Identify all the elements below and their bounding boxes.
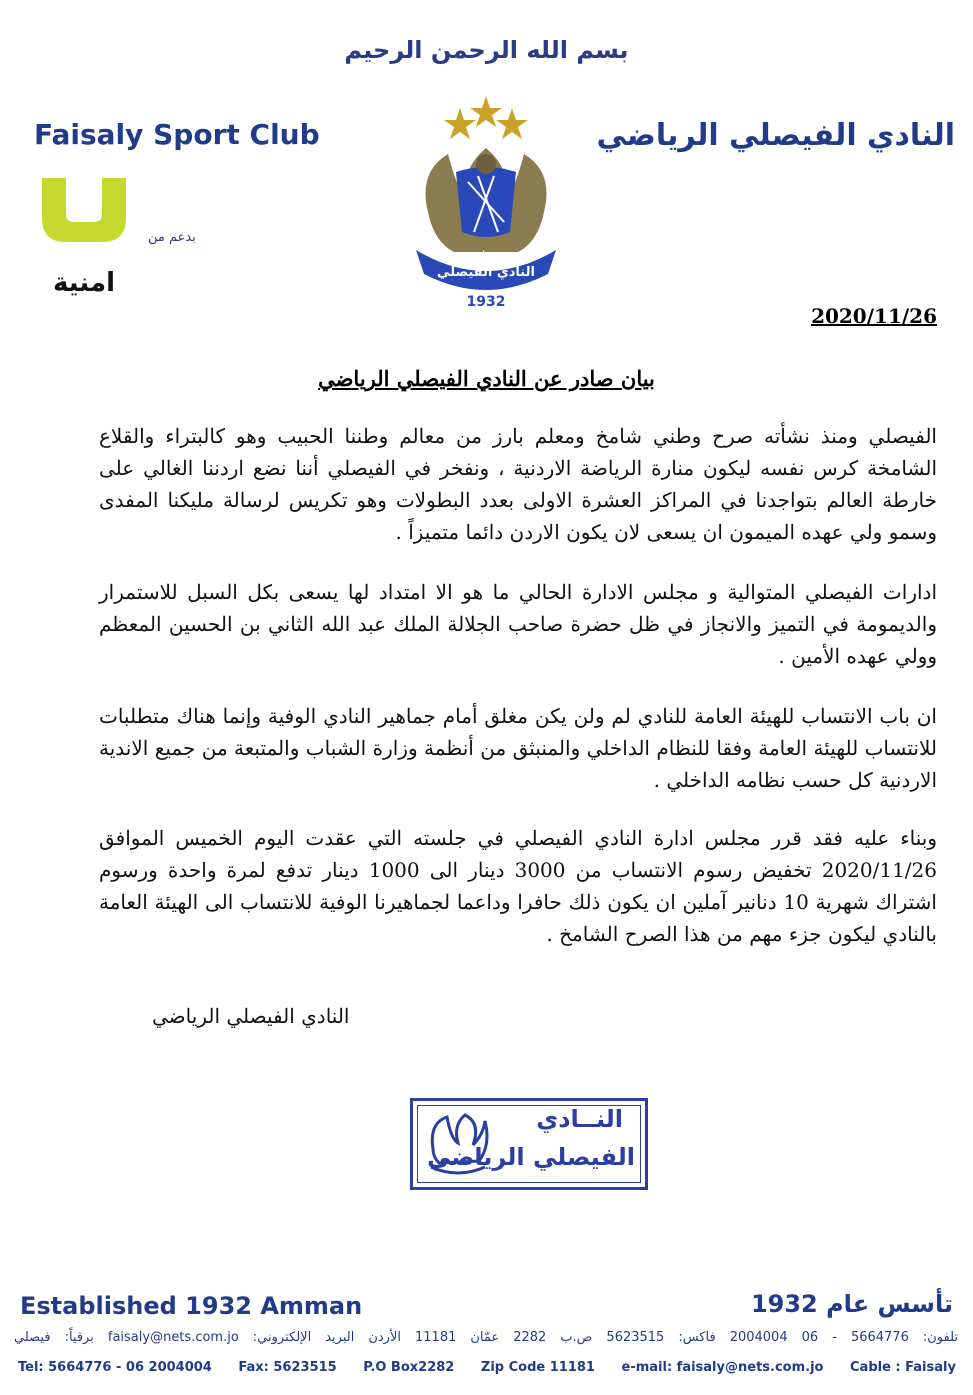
footer-tel: Tel: 5664776 - 06 2004004 bbox=[18, 1360, 212, 1375]
signature-line: النادي الفيصلي الرياضي bbox=[152, 1004, 350, 1028]
club-name-english: Faisaly Sport Club bbox=[34, 118, 320, 151]
stamp-line-2: الفيصلي الرياضي bbox=[426, 1143, 635, 1171]
svg-text:عمان: عمان bbox=[474, 250, 498, 261]
letter-date: 2020/11/26 bbox=[811, 304, 937, 328]
stamp-eagle-icon bbox=[425, 1109, 491, 1181]
sponsor-name: امنية bbox=[52, 268, 115, 298]
svg-text:1932: 1932 bbox=[466, 294, 506, 310]
footer-established-arabic: تأسس عام 1932 bbox=[750, 1290, 953, 1318]
sponsor-label: بدعم من bbox=[148, 230, 196, 245]
footer-email[interactable]: e-mail: faisaly@nets.com.jo bbox=[621, 1360, 824, 1375]
footer-zip: Zip Code 11181 bbox=[480, 1360, 595, 1375]
footer-pobox: P.O Box2282 bbox=[363, 1360, 455, 1375]
footer-cable: Cable : Faisaly bbox=[850, 1360, 956, 1375]
paragraph-3: ان باب الانتساب للهيئة العامة للنادي لم ولن يكن مغلق أمام جماهير النادي الوفية وإنما هناك متطلبات للانتساب للهيئة العامة وفقا للنظام الداخلي والمنبثق من أنظمة وزارة الشباب والمتبعة من جميع الاندية الاردنية كل حسب نظامه الداخلي . bbox=[99, 704, 937, 792]
club-stamp bbox=[410, 1098, 648, 1190]
paragraph-2: ادارات الفيصلي المتوالية و مجلس الادارة الحالي ما هو الا امتداد لها يسعى بكل السبل للاستمرار والديمومة في التميز والانجاز في ظل حضرة صاحب الجلالة الملك عبد الله الثاني بن الحسين المعظم وولي عهده الأمين . bbox=[99, 580, 937, 668]
paragraph-1: الفيصلي ومنذ نشأته صرح وطني شامخ ومعلم بارز من معالم وطننا الحبيب وهو كالبتراء والقلاع الشامخة كرس نفسه ليكون منارة الرياضة الاردنية ، ونفخر في الفيصلي أننا نضع اردننا الغالي على خارطة العالم بتواجدنا في المراكز العشرة الاولى بعدد البطولات وهو تكريس لرسالة مليكنا المفدى وسمو ولي عهده الميمون ان يسعى لان يكون الاردن دائما متميزاً . bbox=[99, 424, 937, 544]
club-crest-icon bbox=[398, 92, 574, 316]
footer-established-english: Established 1932 Amman bbox=[20, 1292, 363, 1320]
paragraph-4: وبناء عليه فقد قرر مجلس ادارة النادي الفيصلي في جلسته التي عقدت اليوم الخميس الموافق 2020/11/26 تخفيض رسوم الانتساب من 3000 دينار الى 1000 دينار تدفع لمرة واحدة ورسوم اشتراك شهرية 10 دنانير آملين ان يكون ذلك حافرا وداعما لجماهيرنا الوفية للانتساب الى الهيئة العامة بالنادي ليكون جزء مهم من هذا الصرح الشامخ . bbox=[99, 826, 937, 946]
footer-fax: Fax: 5623515 bbox=[238, 1360, 337, 1375]
footer-contact-english bbox=[18, 1360, 956, 1375]
umniah-logo-icon bbox=[38, 178, 130, 242]
stamp-line-1: النــادي bbox=[536, 1105, 623, 1133]
svg-text:النادي الفيصلي: النادي الفيصلي bbox=[437, 265, 535, 280]
club-name-arabic: النادي الفيصلي الرياضي bbox=[596, 118, 955, 153]
footer-contact-arabic: تلفون: 5664776 - 06 2004004 فاكس: 5623515 ص.ب 2282 عمّان 11181 الأردن البريد الإلكتروني: faisaly@nets.com.jo برقياً: فيصلي bbox=[14, 1330, 959, 1345]
basmala: بسم الله الرحمن الرحيم bbox=[344, 36, 629, 64]
letter-subject: بيان صادر عن النادي الفيصلي الرياضي bbox=[318, 366, 655, 391]
